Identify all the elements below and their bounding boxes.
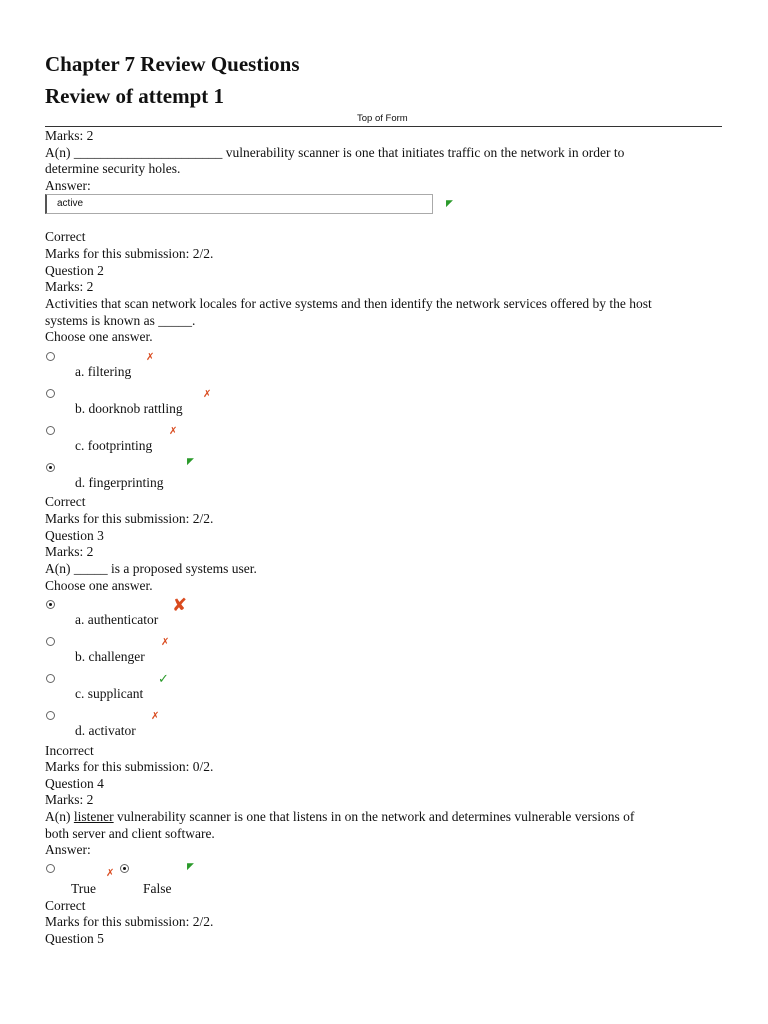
q4-marks: Marks: 2	[45, 792, 94, 807]
q2-option-c-radio[interactable]	[46, 426, 55, 435]
q2-choose-label: Choose one answer.	[45, 329, 153, 344]
q4-text-line2: both server and client software.	[45, 826, 215, 841]
q2-option-a-label: a. filtering	[75, 364, 132, 379]
wrong-cross-icon: ✗	[161, 637, 170, 648]
q1-text-line1: A(n) ______________________ vulnerability scanner is one that initiates traffic on the network in order to	[45, 145, 625, 160]
q3-option-d-radio[interactable]	[46, 711, 55, 720]
q1-answer-label: Answer:	[45, 178, 91, 193]
wrong-cross-icon: ✗	[106, 868, 115, 879]
page-title: Chapter 7 Review Questions	[45, 52, 300, 76]
q4-result: Correct	[45, 898, 86, 913]
q2-option-d-radio[interactable]	[46, 463, 55, 472]
wrong-cross-icon: ✗	[203, 389, 212, 400]
q3-result: Incorrect	[45, 743, 94, 758]
q3-option-a-radio[interactable]	[46, 600, 55, 609]
q2-text-line2: systems is known as _____.	[45, 313, 196, 328]
q3-marks: Marks: 2	[45, 544, 94, 559]
form-top-divider	[45, 126, 722, 127]
q3-option-d-label: d. activator	[75, 723, 136, 738]
q1-answer-input[interactable]: active	[45, 194, 433, 214]
q2-option-d-label: d. fingerprinting	[75, 475, 164, 490]
attempt-title: Review of attempt 1	[45, 84, 225, 108]
q4-prefix: A(n)	[45, 809, 71, 824]
q4-answer-label: Answer:	[45, 842, 91, 857]
q3-heading: Question 3	[45, 528, 104, 543]
q3-option-c-label: c. supplicant	[75, 686, 144, 701]
q2-option-a-radio[interactable]	[46, 352, 55, 361]
q1-submission-marks: Marks for this submission: 2/2.	[45, 246, 214, 261]
q2-result: Correct	[45, 494, 86, 509]
q4-answer-word: listener	[73, 809, 114, 824]
wrong-cross-icon: ✗	[151, 711, 160, 722]
q2-text-line1: Activities that scan network locales for active systems and then identify the network services offered by the host	[45, 296, 652, 311]
wrong-cross-icon: ✗	[146, 352, 155, 363]
q4-true-radio[interactable]	[46, 864, 55, 873]
q4-submission-marks: Marks for this submission: 2/2.	[45, 914, 214, 929]
q3-choose-label: Choose one answer.	[45, 578, 153, 593]
q3-option-b-label: b. challenger	[75, 649, 145, 664]
wrong-answer-cross-icon: ✘	[172, 595, 188, 616]
q2-marks: Marks: 2	[45, 279, 94, 294]
correct-tick-icon: ◤	[446, 199, 453, 209]
q4-true-label: True	[71, 881, 97, 896]
q4-text-line1	[45, 809, 634, 825]
q4-false-radio[interactable]	[120, 864, 129, 873]
q4-false-label: False	[143, 881, 172, 896]
q5-heading: Question 5	[45, 931, 104, 946]
q1-marks: Marks: 2	[45, 128, 94, 143]
q3-submission-marks: Marks for this submission: 0/2.	[45, 759, 214, 774]
q2-heading: Question 2	[45, 263, 104, 278]
q2-option-c-label: c. footprinting	[75, 438, 153, 453]
q3-option-c-radio[interactable]	[46, 674, 55, 683]
correct-answer-check-icon: ✓	[158, 672, 169, 687]
top-of-form-label: Top of Form	[357, 113, 408, 124]
q2-option-b-label: b. doorknob rattling	[75, 401, 183, 416]
q3-option-a-label: a. authenticator	[75, 612, 159, 627]
q2-submission-marks: Marks for this submission: 2/2.	[45, 511, 214, 526]
q4-text-rest: vulnerability scanner is one that listens in on the network and determines vulnerable versions of	[117, 809, 635, 824]
q2-option-b-radio[interactable]	[46, 389, 55, 398]
correct-tick-icon: ◤	[187, 457, 194, 467]
q1-text-line2: determine security holes.	[45, 161, 181, 176]
q1-result: Correct	[45, 229, 86, 244]
wrong-cross-icon: ✗	[169, 426, 178, 437]
correct-tick-icon: ◤	[187, 862, 194, 872]
q3-text-line1: A(n) _____ is a proposed systems user.	[45, 561, 257, 576]
q3-option-b-radio[interactable]	[46, 637, 55, 646]
q4-heading: Question 4	[45, 776, 104, 791]
